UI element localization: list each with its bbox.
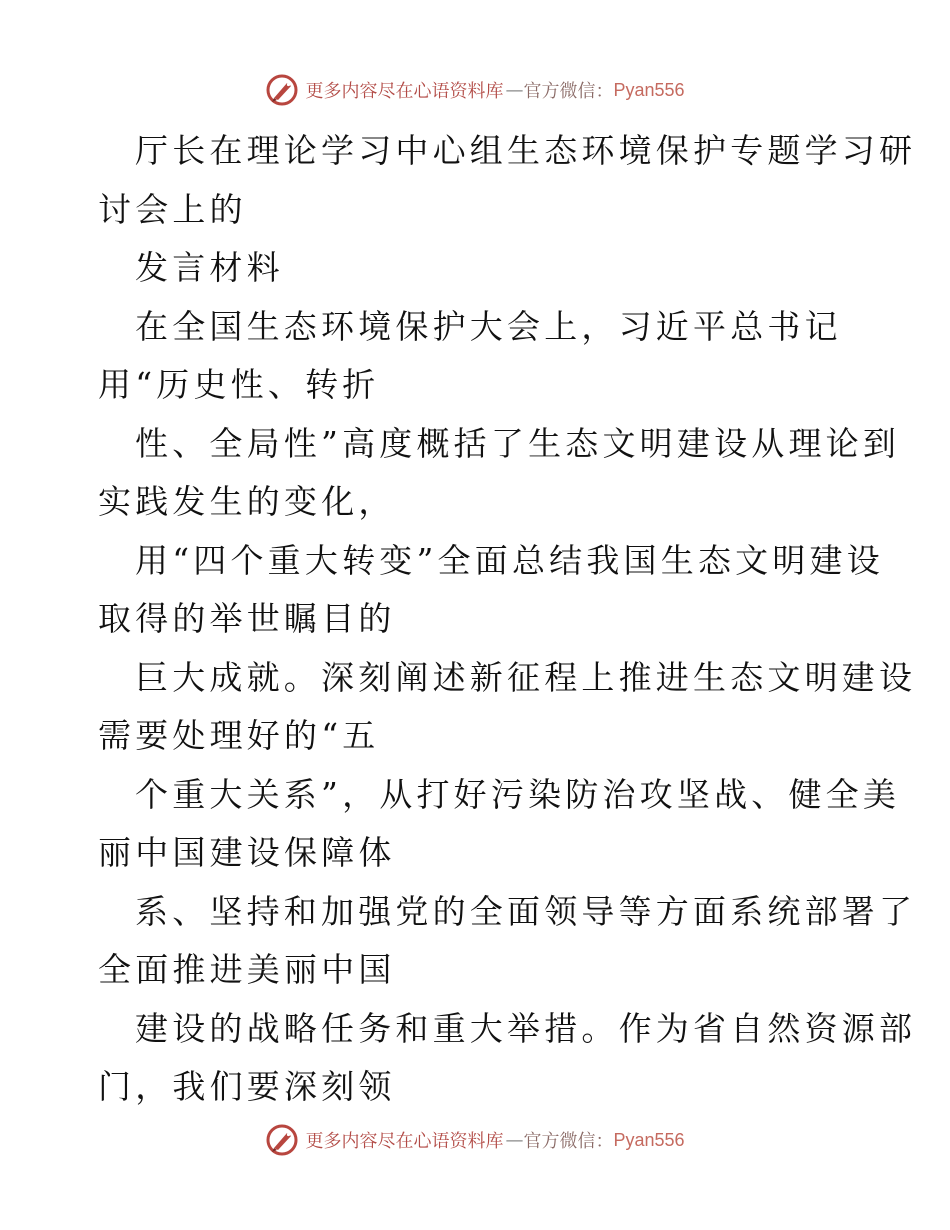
doc-line: 厅长在理论学习中心组生态环境保护专题学习研	[135, 131, 917, 170]
doc-line: 门，我们要深刻领	[98, 1067, 396, 1106]
doc-line: 用“历史性、转折	[98, 365, 380, 404]
pen-nib-logo-icon	[265, 1123, 299, 1157]
site-name-text: 更多内容尽在心语资料库	[305, 81, 504, 102]
wechat-id: Pyan556	[613, 1129, 685, 1150]
site-name-text: 更多内容尽在心语资料库	[305, 1131, 504, 1152]
doc-line: 性、全局性”高度概括了生态文明建设从理论到	[135, 423, 901, 463]
doc-line: 发言材料	[135, 248, 284, 287]
wechat-label: 官方微信：	[523, 1131, 614, 1152]
doc-line: 丽中国建设保障体	[98, 833, 396, 872]
header-banner	[0, 70, 950, 110]
doc-line: 系、坚持和加强党的全面领导等方面系统部署了	[135, 891, 917, 931]
doc-line: 在全国生态环境保护大会上，习近平总书记	[135, 306, 842, 346]
doc-line: 全面推进美丽中国	[98, 950, 396, 989]
doc-line: 巨大成就。深刻阐述新征程上推进生态文明建设	[135, 657, 917, 697]
doc-line: 用“四个重大转变”全面总结我国生态文明建设	[135, 540, 884, 580]
banner-separator: —	[505, 79, 522, 101]
banner-separator: —	[505, 1129, 522, 1151]
doc-line: 实践发生的变化，	[98, 482, 396, 521]
wechat-label: 官方微信：	[523, 81, 614, 102]
wechat-id: Pyan556	[613, 79, 685, 100]
doc-line: 讨会上的	[98, 189, 247, 229]
doc-line: 建设的战略任务和重大举措。作为省自然资源部	[135, 1008, 917, 1048]
doc-line: 取得的举世瞩目的	[98, 599, 396, 638]
document-body	[98, 122, 917, 1117]
doc-line: 需要处理好的“五	[98, 716, 380, 755]
pen-nib-logo-icon	[265, 73, 299, 107]
doc-line: 个重大关系”，从打好污染防治攻坚战、健全美	[135, 774, 901, 814]
footer-banner	[0, 1120, 950, 1160]
